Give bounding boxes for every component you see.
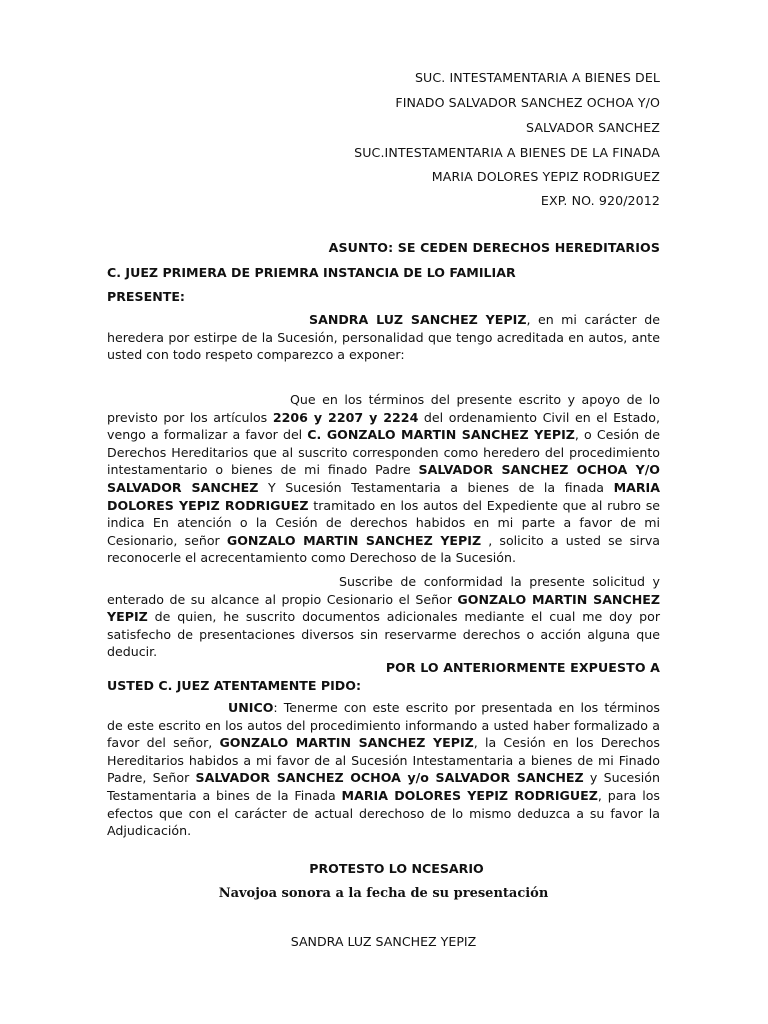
header-line-5: MARIA DOLORES YEPIZ RODRIGUEZ <box>431 169 660 184</box>
body-paragraph-2: Suscribe de conformidad la presente solicitud y enterado de su alcance al propio Cesionario el Señor GONZALO MARTIN SANCHEZ YEPIZ de quien, he suscrito documentos adicionales mediante el cual me doy por satisfecho de presentaciones diversos sin reservarme derechos o acción alguna que deducir. <box>107 574 660 660</box>
petition-heading-2: USTED C. JUEZ ATENTAMENTE PIDO: <box>107 678 361 693</box>
presente: PRESENTE: <box>107 289 185 304</box>
petition-heading-1: POR LO ANTERIORMENTE EXPUESTO A <box>385 660 660 675</box>
header-line-3: SALVADOR SANCHEZ <box>526 120 660 135</box>
petitioner-name: SANDRA LUZ SANCHEZ YEPIZ <box>309 312 527 327</box>
header-line-1: SUC. INTESTAMENTARIA A BIENES DEL <box>414 70 660 85</box>
body-paragraph-1: Que en los términos del presente escrito y apoyo de lo previsto por los artículos 2206 y 2207 y 2224 del ordenamiento Civil en el Estado, vengo a formalizar a favor del C. GONZALO MARTIN SANCHEZ YEPIZ, o Cesión de Derechos Hereditarios que al suscrito corresponden como heredero del procedimiento intestamentario o bienes de mi finado Padre SALVADOR SANCHEZ OCHOA Y/O SALVADOR SANCHEZ Y Sucesión Testamentaria a bienes de la finada MARIA DOLORES YEPIZ RODRIGUEZ tramitado en los autos del Expediente que al rubro se indica En atención o la Cesión de derechos habidos en mi parte a favor de mi Cesionario, señor GONZALO MARTIN SANCHEZ YEPIZ , solicito a usted se sirva reconocerle el acrecentamiento como Derechoso de la Sucesión. <box>107 392 661 566</box>
expediente-number: EXP. NO. 920/2012 <box>540 193 660 208</box>
intro-paragraph: SANDRA LUZ SANCHEZ YEPIZ, en mi carácter de heredera por estirpe de la Sucesión, personalidad que tengo acreditada en autos, ante usted con todo respeto comparezco a exponer: <box>107 312 660 363</box>
protesto: PROTESTO LO NCESARIO <box>309 861 484 876</box>
signature-name: SANDRA LUZ SANCHEZ YEPIZ <box>290 934 477 949</box>
header-line-4: SUC.INTESTAMENTARIA A BIENES DE LA FINADA <box>354 145 660 160</box>
header-line-2: FINADO SALVADOR SANCHEZ OCHOA Y/O <box>395 95 660 110</box>
addressee: C. JUEZ PRIMERA DE PRIEMRA INSTANCIA DE LO FAMILIAR <box>107 265 516 280</box>
place-date: Navojoa sonora a la fecha de su presentación <box>218 886 549 901</box>
unico-paragraph: UNICO: Tenerme con este escrito por presentada en los términos de este escrito en los autos del procedimiento informando a usted haber formalizado a favor del señor, GONZALO MARTIN SANCHEZ YEPIZ, la Cesión en los Derechos Hereditarios habidos a mi favor de al Sucesión Intestamentaria a bienes de mi Finado Padre, Señor SALVADOR SANCHEZ OCHOA y/o SALVADOR SANCHEZ y Sucesión Testamentaria a bines de la Finada MARIA DOLORES YEPIZ RODRIGUEZ, para los efectos que con el carácter de actual derechoso de lo mismo deduzca a su favor la Adjudicación. <box>107 700 660 839</box>
asunto: ASUNTO: SE CEDEN DERECHOS HEREDITARIOS <box>328 240 660 255</box>
